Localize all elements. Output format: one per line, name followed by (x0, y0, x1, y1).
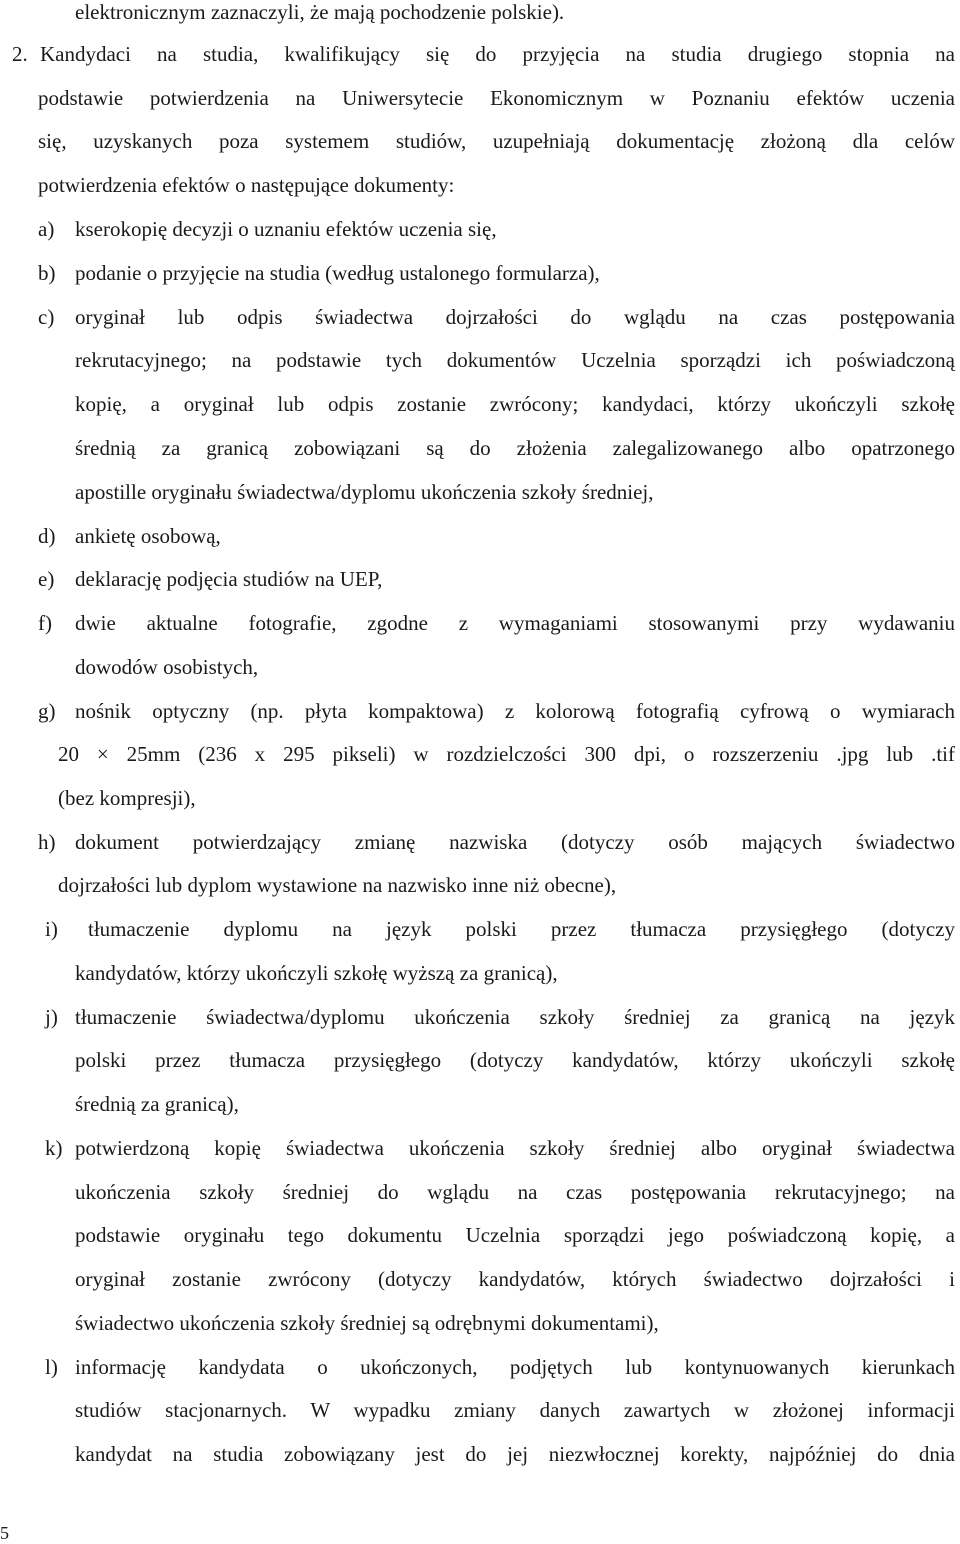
list-item-line: rekrutacyjnego; na podstawie tych dokumentów Uczelnia sporządzi ich poświadczoną (75, 348, 955, 372)
list-item-marker: d) (38, 524, 56, 548)
list-item-line: świadectwo ukończenia szkoły średniej są odrębnymi dokumentami), (75, 1311, 659, 1335)
list-item-line: informację kandydata o ukończonych, podjętych lub kontynuowanych kierunkach (75, 1355, 955, 1379)
list-item-marker: e) (38, 567, 55, 591)
list-item-marker: g) (38, 699, 56, 723)
item-2-marker: 2. (12, 42, 28, 66)
list-item-line: oryginał zostanie zwrócony (dotyczy kandydatów, których świadectwo dojrzałości i (75, 1267, 955, 1291)
item-2-line: Kandydaci na studia, kwalifikujący się do przyjęcia na studia drugiego stopnia na (40, 42, 955, 66)
list-item-line: tłumaczenie dyplomu na język polski przez tłumacza przysięgłego (dotyczy (88, 917, 955, 941)
list-item-marker: k) (45, 1136, 63, 1160)
list-item-marker: a) (38, 217, 55, 241)
page-number: 5 (0, 1523, 9, 1543)
intro-line: elektronicznym zaznaczyli, że mają pochodzenie polskie). (75, 0, 565, 24)
list-item-line: kserokopię decyzji o uznaniu efektów uczenia się, (75, 217, 497, 241)
list-item-marker: h) (38, 830, 56, 854)
list-item-line: dowodów osobistych, (75, 655, 259, 679)
list-item-line: ukończenia szkoły średniej do wglądu na czas postępowania rekrutacyjnego; na (75, 1180, 955, 1204)
list-item-line: 20 × 25mm (236 x 295 pikseli) w rozdzielczości 300 dpi, o rozszerzeniu .jpg lub .tif (58, 742, 955, 766)
list-item-line: dwie aktualne fotografie, zgodne z wymaganiami stosowanymi przy wydawaniu (75, 611, 955, 635)
list-item-marker: b) (38, 261, 56, 285)
list-item-line: potwierdzoną kopię świadectwa ukończenia szkoły średniej albo oryginał świadectwa (75, 1136, 955, 1160)
item-2-line: potwierdzenia efektów o następujące dokumenty: (38, 173, 455, 197)
list-item-marker: c) (38, 305, 55, 329)
list-item-line: kandydatów, którzy ukończyli szkołę wyższą za granicą), (75, 961, 558, 985)
list-item-marker: l) (45, 1355, 58, 1379)
list-item-line: polski przez tłumacza przysięgłego (dotyczy kandydatów, którzy ukończyli szkołę (75, 1048, 955, 1072)
list-item-line: kopię, a oryginał lub odpis zostanie zwrócony; kandydaci, którzy ukończyli szkołę (75, 392, 955, 416)
item-2-line: się, uzyskanych poza systemem studiów, uzupełniają dokumentację złożoną dla celów (38, 129, 955, 153)
list-item-line: studiów stacjonarnych. W wypadku zmiany danych zawartych w złożonej informacji (75, 1398, 955, 1422)
list-item-line: średnią za granicą), (75, 1092, 239, 1116)
list-item-line: podstawie oryginału tego dokumentu Uczelnia sporządzi jego poświadczoną kopię, a (75, 1223, 955, 1247)
list-item-line: dokument potwierdzający zmianę nazwiska (dotyczy osób mających świadectwo (75, 830, 955, 854)
list-item-line: podanie o przyjęcie na studia (według ustalonego formularza), (75, 261, 600, 285)
list-item-marker: f) (38, 611, 52, 635)
list-item-marker: i) (45, 917, 58, 941)
item-2-line: podstawie potwierdzenia na Uniwersytecie Ekonomicznym w Poznaniu efektów uczenia (38, 86, 955, 110)
list-item-line: dojrzałości lub dyplom wystawione na nazwisko inne niż obecne), (58, 873, 617, 897)
list-item-line: ankietę osobową, (75, 524, 221, 548)
list-item-line: deklarację podjęcia studiów na UEP, (75, 567, 383, 591)
list-item-line: oryginał lub odpis świadectwa dojrzałości do wglądu na czas postępowania (75, 305, 955, 329)
list-item-marker: j) (45, 1005, 58, 1029)
list-item-line: tłumaczenie świadectwa/dyplomu ukończenia szkoły średniej za granicą na język (75, 1005, 955, 1029)
list-item-line: (bez kompresji), (58, 786, 196, 810)
list-item-line: kandydat na studia zobowiązany jest do jej niezwłocznej korekty, najpóźniej do dnia (75, 1442, 955, 1466)
list-item-line: średnią za granicą zobowiązani są do złożenia zalegalizowanego albo opatrzonego (75, 436, 955, 460)
list-item-line: nośnik optyczny (np. płyta kompaktowa) z kolorową fotografią cyfrową o wymiarach (75, 699, 955, 723)
list-item-line: apostille oryginału świadectwa/dyplomu ukończenia szkoły średniej, (75, 480, 654, 504)
